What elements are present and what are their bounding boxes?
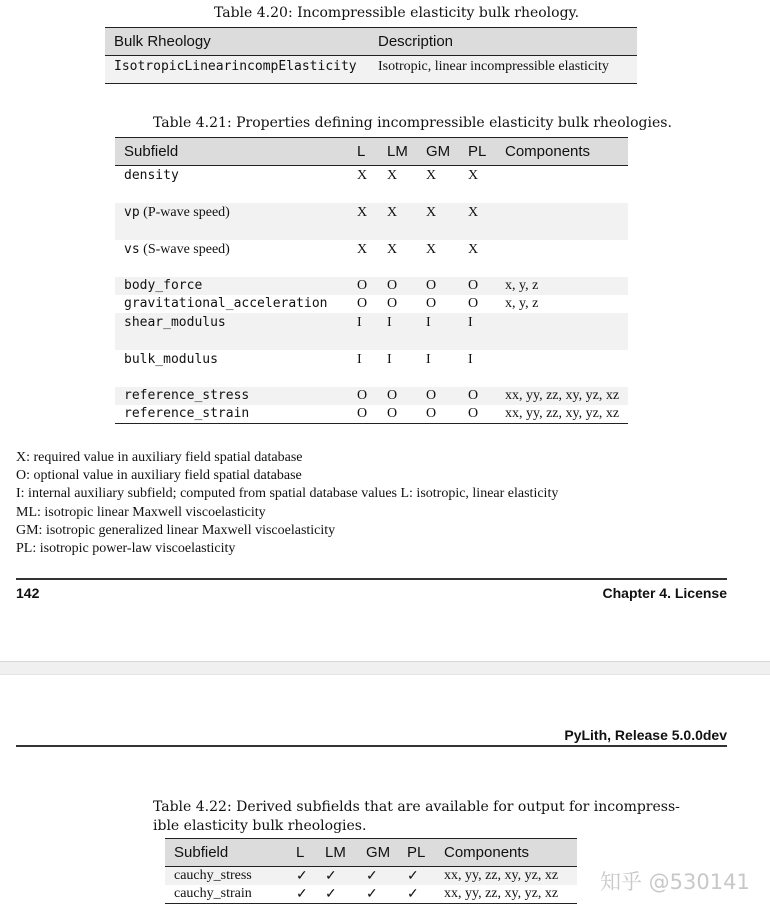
flag-cell-gm: I — [417, 313, 459, 350]
components-cell: x, y, z — [496, 295, 628, 313]
subfield-cell — [115, 405, 348, 424]
legend-item: O: optional value in auxiliary field spatial database — [16, 468, 302, 484]
flag-cell-lm: I — [378, 350, 417, 387]
table-4-20 — [105, 27, 637, 84]
subfield-name: cauchy_strain — [165, 885, 287, 904]
column-header-l: L — [287, 839, 316, 867]
flag-cell-pl: X — [459, 166, 496, 204]
caption-line: ible elasticity bulk rheologies. — [153, 818, 367, 834]
components-cell — [496, 166, 628, 204]
footer-rule — [16, 578, 727, 580]
subfield-note: (S-wave speed) — [139, 242, 230, 257]
column-header-components: Components — [496, 138, 628, 166]
flag-cell-lm: I — [378, 313, 417, 350]
subfield-name: vp — [124, 205, 140, 220]
flag-cell-gm: O — [417, 387, 459, 405]
flag-cell-l: O — [348, 295, 378, 313]
flag-cell-pl: O — [459, 277, 496, 295]
flag-cell-lm: O — [378, 295, 417, 313]
table-header-row — [115, 138, 628, 166]
flag-cell-gm: X — [417, 240, 459, 277]
flag-cell-pl: X — [459, 203, 496, 240]
table-row — [115, 166, 628, 204]
column-header-components: Components — [435, 839, 577, 867]
table-header-row — [105, 28, 637, 56]
flag-cell-lm: X — [378, 166, 417, 204]
subfield-name: density — [124, 168, 179, 183]
check-cell-gm: ✓ — [357, 885, 398, 904]
column-header-subfield: Subfield — [115, 138, 348, 166]
page-separator — [0, 661, 770, 675]
table-row — [115, 405, 628, 424]
column-header-bulk-rheology: Bulk Rheology — [105, 28, 369, 56]
page-number: 142 — [16, 585, 40, 601]
subfield-name: vs — [124, 242, 140, 257]
components-cell: xx, yy, zz, xy, yz, xz — [496, 387, 628, 405]
flag-cell-pl: I — [459, 350, 496, 387]
subfield-name: shear_modulus — [124, 315, 226, 330]
subfield-cell — [115, 277, 348, 295]
subfield-name: body_force — [124, 278, 203, 293]
components-cell — [496, 203, 628, 240]
subfield-cell — [115, 350, 348, 387]
rheology-name: IsotropicLinearincompElasticity — [105, 56, 369, 84]
flag-cell-gm: O — [417, 295, 459, 313]
legend-item: ML: isotropic linear Maxwell viscoelasticity — [16, 504, 266, 520]
table-row — [115, 277, 628, 295]
flag-cell-l: X — [348, 240, 378, 277]
flag-cell-gm: X — [417, 203, 459, 240]
column-header-pl: PL — [398, 839, 435, 867]
check-cell-lm: ✓ — [316, 885, 357, 904]
flag-cell-gm: X — [417, 166, 459, 204]
column-header-pl: PL — [459, 138, 496, 166]
legend — [16, 449, 558, 558]
flag-cell-lm: O — [378, 405, 417, 424]
components-cell — [496, 313, 628, 350]
column-header-description: Description — [369, 28, 637, 56]
table-row — [115, 295, 628, 313]
flag-cell-pl: O — [459, 295, 496, 313]
components-cell: xx, yy, zz, xy, yz, xz — [496, 405, 628, 424]
flag-cell-l: O — [348, 387, 378, 405]
components-cell: x, y, z — [496, 277, 628, 295]
column-header-subfield: Subfield — [165, 839, 287, 867]
table-row — [115, 313, 628, 350]
caption-line: Table 4.22: Derived subfields that are available for output for incompress- — [153, 799, 680, 815]
subfield-cell — [115, 166, 348, 204]
subfield-cell — [115, 387, 348, 405]
subfield-cell — [115, 240, 348, 277]
subfield-name: reference_strain — [124, 406, 250, 421]
table-row — [165, 885, 577, 904]
flag-cell-l: X — [348, 203, 378, 240]
subfield-cell — [115, 203, 348, 240]
table-header-row — [165, 839, 577, 867]
flag-cell-lm: O — [378, 387, 417, 405]
legend-item: PL: isotropic power-law viscoelasticity — [16, 541, 236, 557]
check-cell-l: ✓ — [287, 885, 316, 904]
column-header-l: L — [348, 138, 378, 166]
flag-cell-gm: I — [417, 350, 459, 387]
check-cell-l: ✓ — [287, 867, 316, 886]
flag-cell-pl: O — [459, 387, 496, 405]
flag-cell-pl: I — [459, 313, 496, 350]
table-4-22 — [165, 838, 577, 904]
check-cell-gm: ✓ — [357, 867, 398, 886]
subfield-cell — [115, 313, 348, 350]
table-4-21 — [115, 137, 628, 424]
column-header-gm: GM — [417, 138, 459, 166]
flag-cell-l: O — [348, 277, 378, 295]
column-header-lm: LM — [316, 839, 357, 867]
running-header-title: PyLith, Release 5.0.0dev — [564, 727, 727, 743]
check-cell-pl: ✓ — [398, 885, 435, 904]
rheology-description: Isotropic, linear incompressible elasticity — [369, 56, 637, 84]
flag-cell-l: I — [348, 313, 378, 350]
table-row — [105, 56, 637, 84]
legend-item: X: required value in auxiliary field spatial database — [16, 450, 303, 465]
flag-cell-lm: X — [378, 203, 417, 240]
table-4-21-caption: Table 4.21: Properties defining incompressible elasticity bulk rheologies. — [153, 115, 672, 131]
components-cell: xx, yy, zz, xy, yz, xz — [435, 885, 577, 904]
watermark: 知乎 @530141 — [600, 870, 750, 894]
check-cell-lm: ✓ — [316, 867, 357, 886]
table-row — [115, 203, 628, 240]
subfield-name: gravitational_acceleration — [124, 296, 328, 311]
components-cell: xx, yy, zz, xy, yz, xz — [435, 867, 577, 886]
column-header-gm: GM — [357, 839, 398, 867]
flag-cell-l: O — [348, 405, 378, 424]
flag-cell-pl: O — [459, 405, 496, 424]
legend-item: I: internal auxiliary subfield; computed from spatial database values L: isotropic, linear elasticity — [16, 486, 559, 502]
flag-cell-lm: X — [378, 240, 417, 277]
flag-cell-l: I — [348, 350, 378, 387]
flag-cell-lm: O — [378, 277, 417, 295]
components-cell — [496, 240, 628, 277]
subfield-name: cauchy_stress — [165, 867, 287, 886]
header-rule — [16, 745, 727, 747]
legend-item: GM: isotropic generalized linear Maxwell viscoelasticity — [16, 522, 336, 538]
flag-cell-gm: O — [417, 405, 459, 424]
flag-cell-l: X — [348, 166, 378, 204]
table-row — [115, 240, 628, 277]
subfield-name: bulk_modulus — [124, 352, 218, 367]
table-4-20-caption: Table 4.20: Incompressible elasticity bulk rheology. — [214, 5, 580, 21]
table-row — [165, 867, 577, 886]
subfield-cell — [115, 295, 348, 313]
check-cell-pl: ✓ — [398, 867, 435, 886]
subfield-name: reference_stress — [124, 388, 250, 403]
table-row — [115, 387, 628, 405]
chapter-title: Chapter 4. License — [602, 585, 727, 601]
table-row — [115, 350, 628, 387]
subfield-note: (P-wave speed) — [139, 205, 230, 220]
flag-cell-gm: O — [417, 277, 459, 295]
flag-cell-pl: X — [459, 240, 496, 277]
table-4-22-caption — [153, 798, 680, 836]
components-cell — [496, 350, 628, 387]
column-header-lm: LM — [378, 138, 417, 166]
